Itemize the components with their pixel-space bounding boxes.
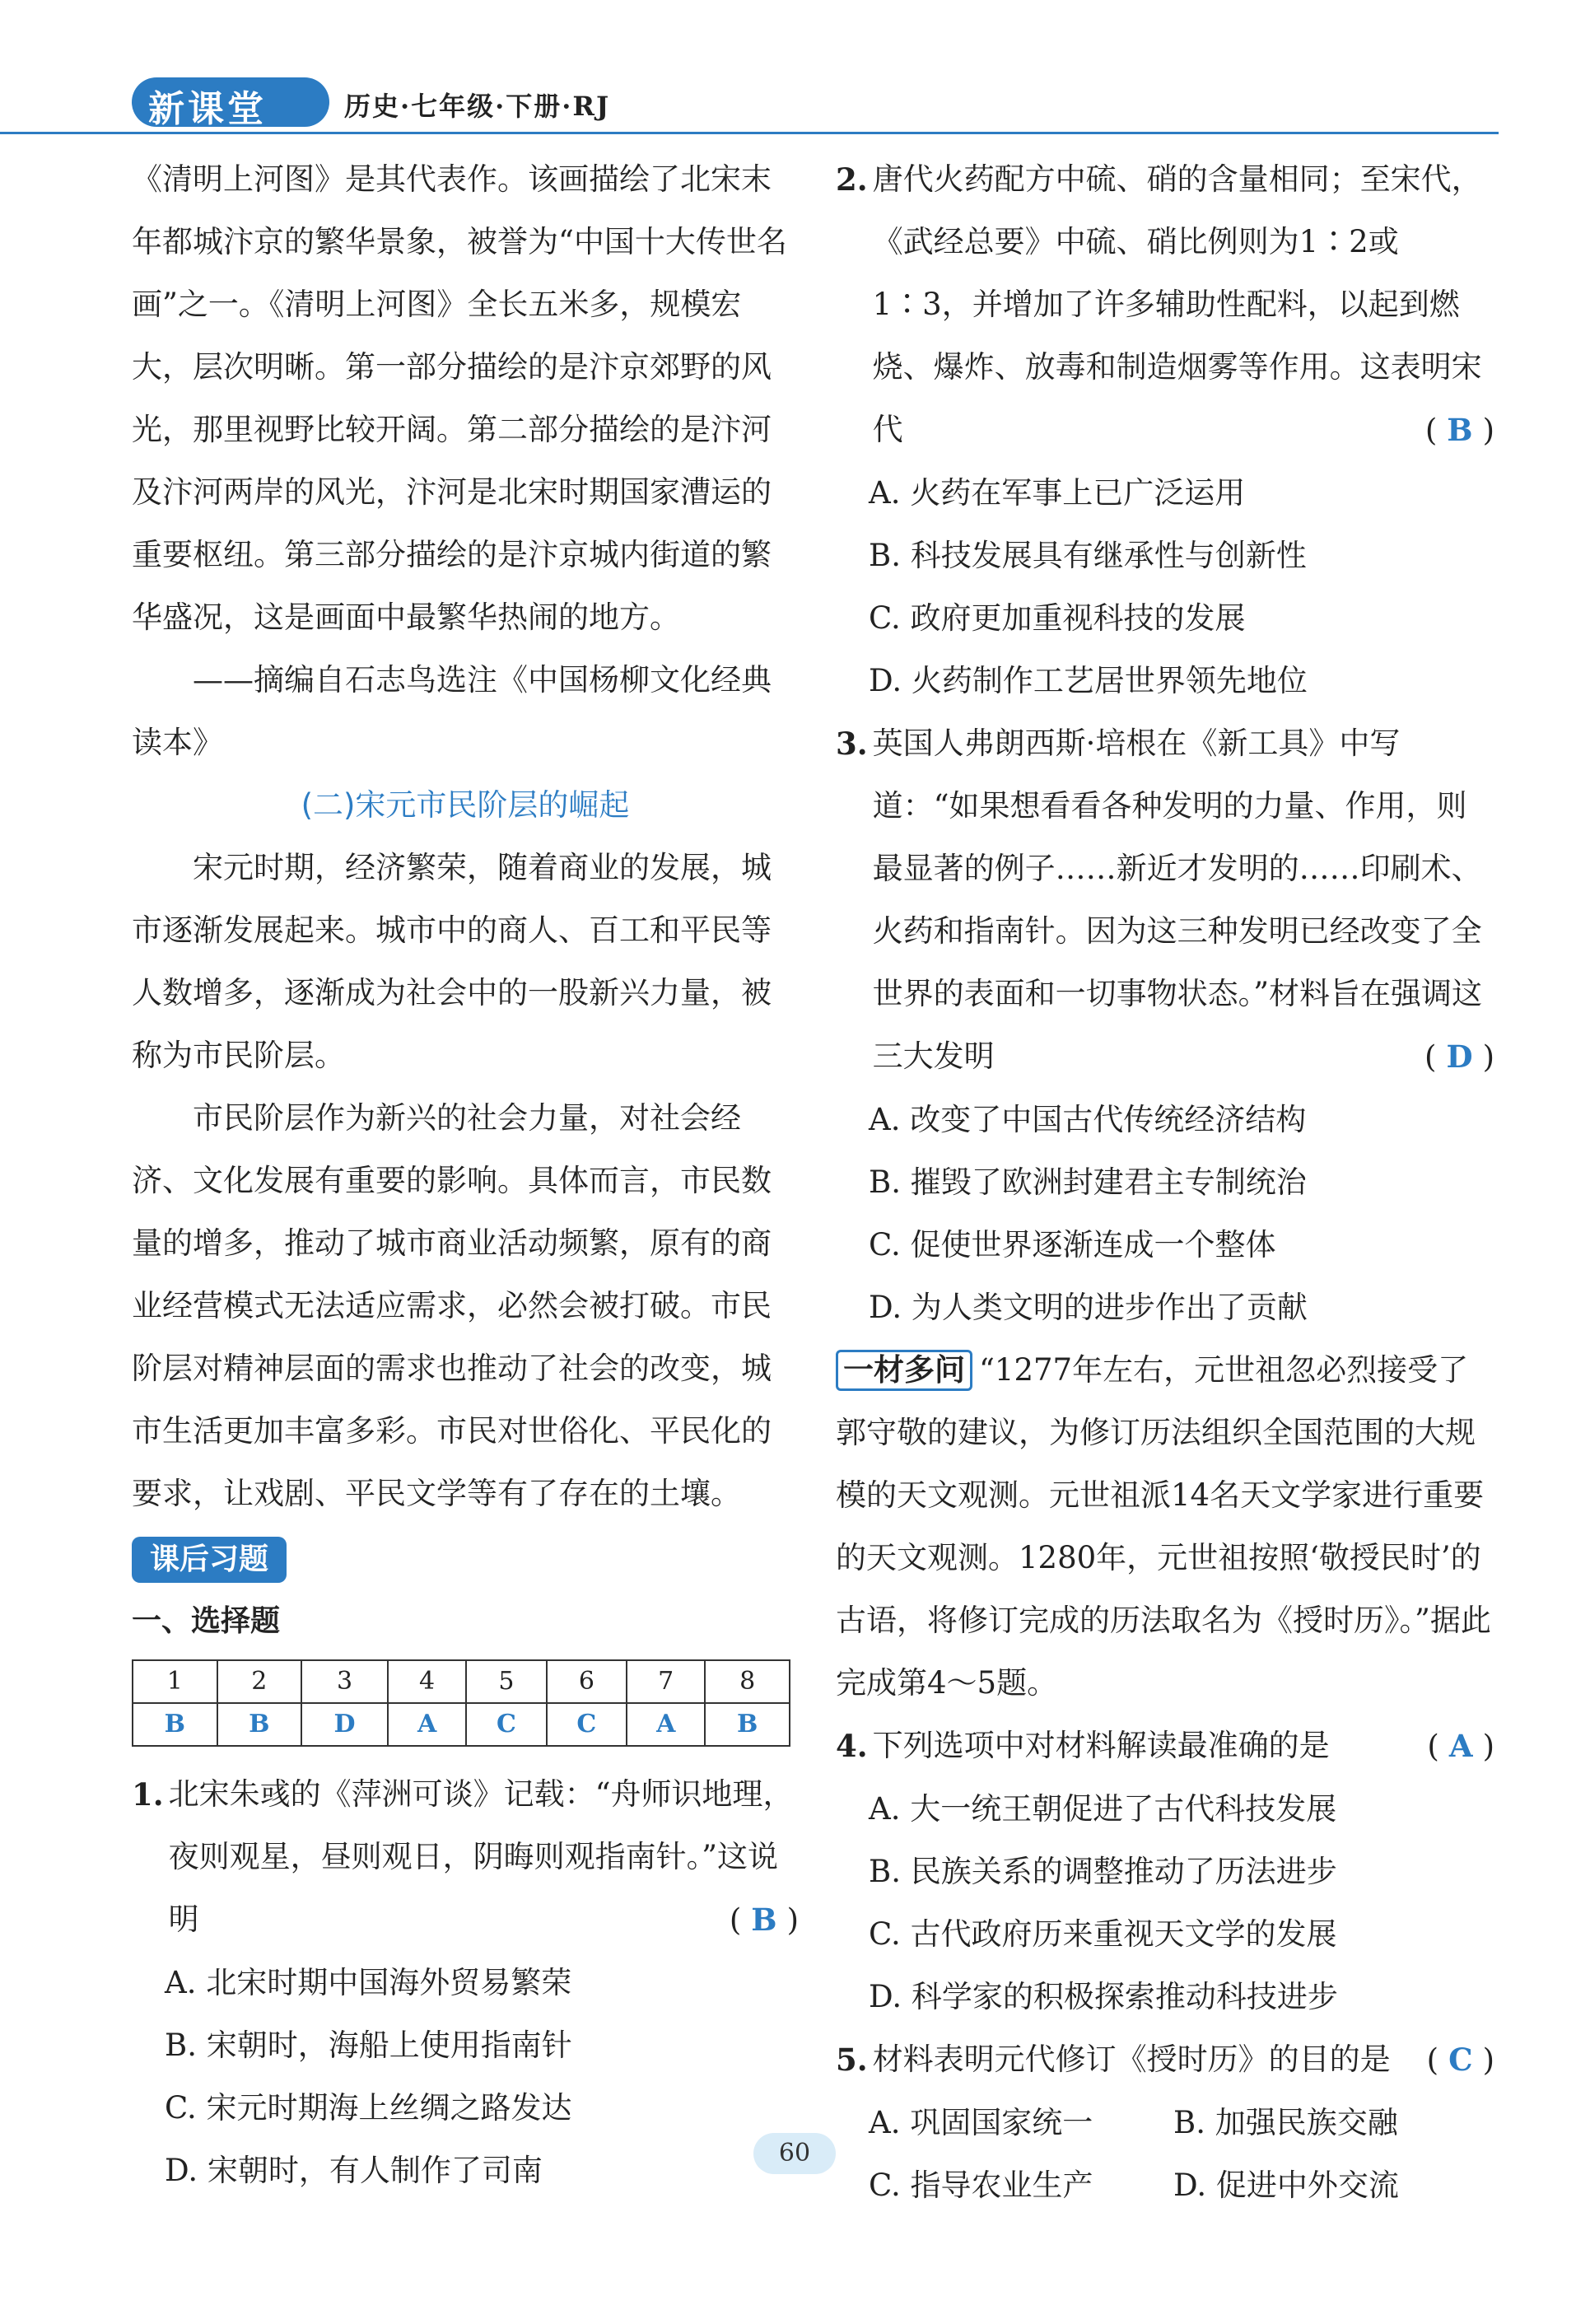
question-number: 1. [132, 1776, 164, 1813]
material-tag: 一材多问 [836, 1350, 972, 1391]
option: C. 促使世界逐渐连成一个整体 [869, 1227, 1276, 1262]
option: C. 政府更加重视科技的发展 [869, 600, 1246, 636]
reading-paragraph: 宋元时期，经济繁荣，随着商业的发展，城市逐渐发展起来。城市中的商人、百工和平民等人数增多，逐渐成为社会中的一股新兴力量，被称为市民阶层。 [132, 850, 772, 1073]
question-number: 5. [836, 2042, 868, 2078]
answer-table-cell: D [301, 1703, 388, 1746]
option: C. 古代政府历来重视天文学的发展 [869, 1916, 1337, 1952]
answer-table [132, 1659, 790, 1747]
answer-letter: C [1448, 2042, 1473, 2078]
answer-table-numbers [133, 1660, 790, 1703]
answer-table-cell: B [217, 1703, 302, 1746]
question-number: 2. [836, 161, 868, 198]
subject-label: 历史·七年级·下册·RJ [344, 91, 611, 122]
brand-logo [132, 72, 329, 130]
answer-table-cell: 1 [133, 1660, 217, 1703]
question-text: 北宋朱彧的《萍洲可谈》记载：“舟师识地理，夜则观星，昼则观日，阴晦则观指南针。”这说明 [168, 1776, 794, 1937]
question-text: 材料表明元代修订《授时历》的目的是 [872, 2042, 1391, 2077]
option: B. 加强民族交融 [1173, 2105, 1398, 2140]
option: A. 火药在军事上已广泛运用 [869, 475, 1246, 511]
answer-table-cell: A [388, 1703, 466, 1746]
option: C. 宋元时期海上丝绸之路发达 [165, 2090, 572, 2126]
answer-table-answers [133, 1703, 790, 1746]
question-stem [169, 1763, 799, 1952]
question-number: 3. [836, 726, 868, 762]
exercise-subhead: 一、选择题 [132, 1604, 281, 1638]
question-text: 唐代火药配方中硫、硝的含量相同；至宋代，《武经总要》中硫、硝比例则为1∶2或1∶3，并增加了许多辅助性配料，以起到燃烧、爆炸、放毒和制造烟雾等作用。这表明宋代 [872, 161, 1482, 447]
option: D. 宋朝时，有人制作了司南 [165, 2153, 543, 2188]
answer-mark: ( B ) [1424, 412, 1494, 448]
answer-table-cell: 6 [547, 1660, 627, 1703]
answer-table-cell: 7 [627, 1660, 705, 1703]
answer-table-cell: A [627, 1703, 705, 1746]
answer-table-cell: 2 [217, 1660, 302, 1703]
option: B. 科技发展具有继承性与创新性 [869, 538, 1307, 573]
question-1 [132, 1763, 799, 1952]
header-rule [0, 132, 1499, 134]
answer-letter: B [1447, 412, 1473, 448]
reading-paragraph: 市民阶层作为新兴的社会力量，对社会经济、文化发展有重要的影响。具体而言，市民数量的增多，推动了城市商业活动频繁，原有的商业经营模式无法适应需求，必然会被打破。市民阶层对精神层面的需求也推动了社会的改变，城市生活更加丰富多彩。市民对世俗化、平民化的要求，让戏剧、平民文学等有了存在的土壤。 [132, 1100, 772, 1511]
option: D. 促进中外交流 [1173, 2168, 1399, 2203]
section-title: (二)宋元市民阶层的崛起 [301, 787, 630, 823]
exercise-badge: 课后习题 [132, 1537, 287, 1583]
question-stem [873, 2028, 1494, 2092]
reading-paragraph: 《清明上河图》是其代表作。该画描绘了北宋末年都城汴京的繁华景象，被誉为“中国十大传世名画”之一。《清明上河图》全长五米多，规模宏大，层次明晰。第一部分描绘的是汴京郊野的风光，那里视野比较开阔。第二部分描绘的是汴河及汴河两岸的风光，汴河是北宋时期国家漕运的重要枢纽。第三部分描绘的是汴京城内街道的繁华盛况，这是画面中最繁华热闹的地方。 [132, 161, 787, 635]
option: A. 北宋时期中国海外贸易繁荣 [165, 1965, 572, 2000]
answer-mark: ( A ) [1427, 1728, 1494, 1764]
question-3 [836, 712, 1494, 1089]
answer-mark: ( C ) [1426, 2042, 1494, 2078]
material-block [836, 1339, 1494, 1715]
answer-letter: D [1446, 1038, 1473, 1075]
option: A. 改变了中国古代传统经济结构 [869, 1102, 1307, 1137]
answer-letter: A [1448, 1728, 1473, 1764]
option-row [869, 2092, 1494, 2154]
option: D. 火药制作工艺居世界领先地位 [869, 663, 1308, 698]
question-4 [836, 1715, 1494, 1778]
left-column [132, 148, 799, 2202]
question-2 [836, 148, 1494, 462]
right-column [836, 148, 1494, 2217]
source-citation: ——摘编自石志鸟选注《中国杨柳文化经典读本》 [132, 662, 772, 760]
question-text: 英国人弗朗西斯·培根在《新工具》中写道：“如果想看看各种发明的力量、作用，则最显著的例子……新近才发明的……印刷术、火药和指南针。因为这三种发明已经改变了全世界的表面和一切事物状态。”材料旨在强调这三大发明 [872, 726, 1483, 1074]
material-text: “1277年左右，元世祖忽必烈接受了郭守敬的建议，为修订历法组织全国范围的大规模的天文观测。元世祖派14名天文学家进行重要的天文观测。1280年，元世祖按照‘敬授民时’的古语，将修订完成的历法取名为《授时历》。”据此完成第4～5题。 [836, 1352, 1491, 1701]
logo-text: 新课堂 [148, 88, 267, 130]
answer-table-cell: C [466, 1703, 546, 1746]
answer-table-cell: 8 [705, 1660, 790, 1703]
answer-table-cell: 5 [466, 1660, 546, 1703]
answer-table-cell: 3 [301, 1660, 388, 1703]
option-row [869, 2154, 1494, 2217]
option: B. 民族关系的调整推动了历法进步 [869, 1854, 1337, 1889]
option: A. 大一统王朝促进了古代科技发展 [869, 1791, 1337, 1827]
page-header [132, 72, 1499, 132]
question-stem [873, 1715, 1494, 1778]
answer-mark: ( D ) [1424, 1038, 1494, 1075]
question-number: 4. [836, 1728, 868, 1764]
option: A. 巩固国家统一 [869, 2105, 1093, 2140]
answer-table-cell: B [705, 1703, 790, 1746]
question-5 [836, 2028, 1494, 2092]
question-stem [873, 712, 1494, 1089]
answer-table-cell: C [547, 1703, 627, 1746]
option: D. 科学家的积极探索推动科技进步 [869, 1979, 1338, 2014]
option: B. 摧毁了欧洲封建君主专制统治 [869, 1164, 1307, 1200]
answer-letter: B [751, 1902, 777, 1938]
page-number: 60 [753, 2133, 836, 2174]
option: C. 指导农业生产 [869, 2168, 1093, 2203]
question-text: 下列选项中对材料解读最准确的是 [872, 1728, 1330, 1763]
answer-mark: ( B ) [729, 1902, 799, 1938]
option: B. 宋朝时，海船上使用指南针 [165, 2028, 572, 2063]
answer-table-cell: B [133, 1703, 217, 1746]
answer-table-cell: 4 [388, 1660, 466, 1703]
option: D. 为人类文明的进步作出了贡献 [869, 1290, 1308, 1325]
question-stem [873, 148, 1494, 462]
